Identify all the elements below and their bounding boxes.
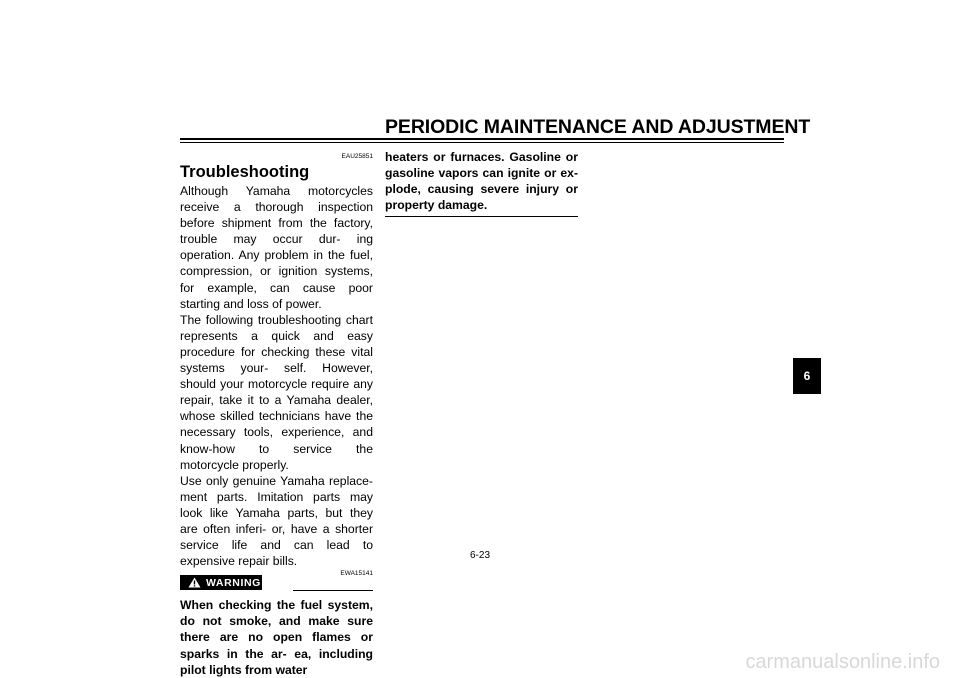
warning-text-part-2: heaters or furnaces. Gasoline or gasoline vapors can ignite or ex- plode, causing severe injury or property damage.	[385, 150, 578, 213]
page-header-title: PERIODIC MAINTENANCE AND ADJUSTMENT	[385, 116, 811, 138]
warning-header	[180, 571, 373, 591]
warning-triangle-icon	[188, 577, 201, 588]
warning-code: EWA15141	[340, 570, 373, 578]
warning-text-part-1: When checking the fuel system, do not smoke, and make sure there are no open flames or sparks in the ar- ea, including pilot lights from water	[180, 598, 373, 677]
watermark: carmanualsonline.info	[745, 651, 940, 673]
section-title: Troubleshooting	[180, 163, 310, 181]
left-column	[180, 152, 373, 678]
warning-header-rule	[293, 590, 373, 591]
right-column	[385, 149, 578, 217]
warning-badge	[180, 575, 262, 590]
header-rule-thick	[180, 138, 784, 140]
page-number: 6-23	[469, 550, 490, 561]
chapter-tab: 6	[793, 358, 821, 394]
warning-label: WARNING	[206, 576, 261, 589]
header-rule-thin	[180, 142, 784, 143]
paragraph-1: Although Yamaha motorcycles receive a thorough inspection before shipment from the factory, trouble may occur dur- ing operation. Any problem in the fuel, compression, or ignition systems, for example, can cause poor starting and loss of power.	[180, 184, 373, 311]
warning-end-rule	[385, 216, 578, 217]
paragraph-3: Use only genuine Yamaha replace- ment parts. Imitation parts may look like Yamaha parts, but they are often inferi- or, have a shorter service life and can lead to expensive repair bills.	[180, 473, 373, 569]
paragraph-2: The following troubleshooting chart represents a quick and easy procedure for checking these vital systems your- self. However, should your motorcycle require any repair, take it to a Yamaha dealer, whose skilled technicians have the necessary tools, experience, and know-how to service the motorcycle properly.	[180, 312, 373, 472]
section-code: EAU25851	[341, 153, 373, 160]
